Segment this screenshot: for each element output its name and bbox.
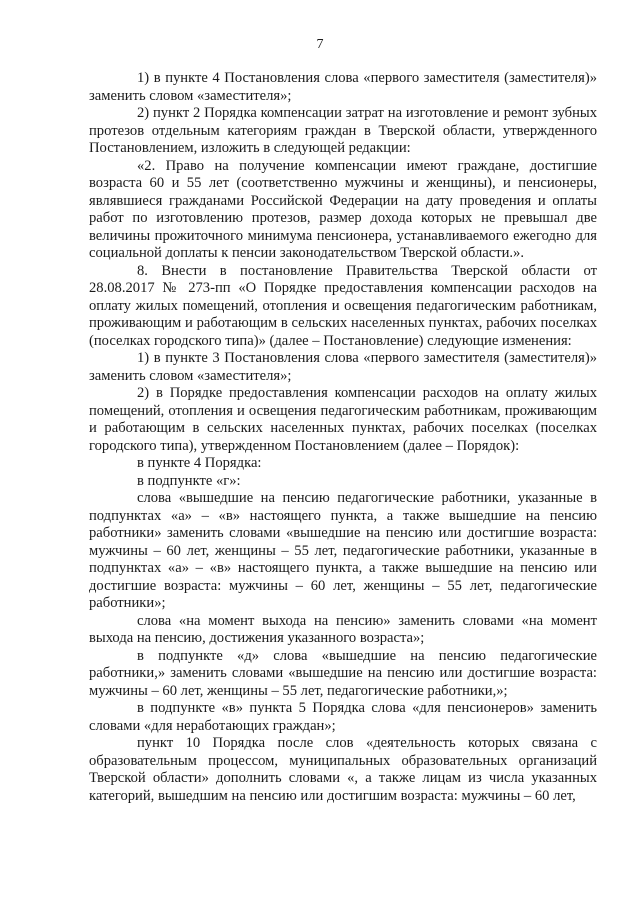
paragraph: в пункте 4 Порядка: — [137, 455, 262, 471]
paragraph: в подпункте «г»: — [137, 472, 241, 489]
paragraph: пункт 10 Порядка после слов «деятельность которых связана с образовательным процессом, муниципальных образовательных организаций Тверской области» дополнить словами «, а также лицам из числа указанных категорий, вышедшим на пенсию или достигшим возраста: мужчины – 60 лет, — [89, 735, 597, 804]
paragraph: слова «на момент выхода на пенсию» заменить словами «на момент выхода на пенсию, достижения указанного возраста»; — [89, 612, 597, 646]
paragraph: 8. Внести в постановление Правительства Тверской области от 28.08.2017 № 273-пп «О Порядке предоставления компенсации расходов на оплату жилых помещений, отопления и освещения педагогическим работникам, проживающим и работающим в сельских населенных пунктах, рабочих поселках (поселках городского типа)» (далее – Постановление) следующие изменения: — [89, 262, 597, 349]
paragraph: слова «вышедшие на пенсию педагогические работники, указанные в подпунктах «а» – «в» настоящего пункта, а также вышедшие на пенсию работники» заменить словами «вышедшие на пенсию или достигшие возраста: мужчины – 60 лет, женщины – 55 лет, педагогические работники, указанные в подпунктах «а» – «в» настоящего пункта, а также вышедшие на пенсию или достигшие возраста: мужчины – 60 лет, женщины – 55 лет, педагогические работники»; — [89, 490, 597, 611]
paragraph: «2. Право на получение компенсации имеют граждане, достигшие возраста 60 и 55 лет (соответственно мужчины и женщины), и пенсионеры, являвшиеся гражданами Российской Федерации на дату проведения и оплаты работ по изготовлению протезов, размер дохода которых не превышал две величины прожиточного минимума пенсионера, устанавливаемого ежегодно для социальной доплаты к пенсии законодательством Тверской области.». — [89, 157, 597, 261]
paragraph: 1) в пункте 3 Постановления слова «первого заместителя (заместителя)» заменить словом «заместителя»; — [89, 350, 597, 384]
page-number: 7 — [316, 37, 324, 52]
document-body — [89, 70, 597, 805]
paragraph: 2) в Порядке предоставления компенсации расходов на оплату жилых помещений, отопления и освещения педагогическим работникам, проживающим и работающим в сельских населенных пунктах, рабочих поселках (поселках городского типа), утвержденном Постановлением (далее – Порядок): — [89, 385, 597, 454]
paragraph: в подпункте «в» пункта 5 Порядка слова «для пенсионеров» заменить словами «для неработающих граждан»; — [89, 700, 597, 734]
paragraph: 1) в пункте 4 Постановления слова «первого заместителя (заместителя)» заменить словом «заместителя»; — [89, 70, 597, 104]
paragraph: в подпункте «д» слова «вышедшие на пенсию педагогические работники,» заменить словами «вышедшие на пенсию или достигшие возраста: мужчины – 60 лет, женщины – 55 лет, педагогические работники,»; — [89, 647, 597, 699]
paragraph: 2) пункт 2 Порядка компенсации затрат на изготовление и ремонт зубных протезов отдельным категориям граждан в Тверской области, утвержденного Постановлением, изложить в следующей редакции: — [89, 105, 597, 156]
